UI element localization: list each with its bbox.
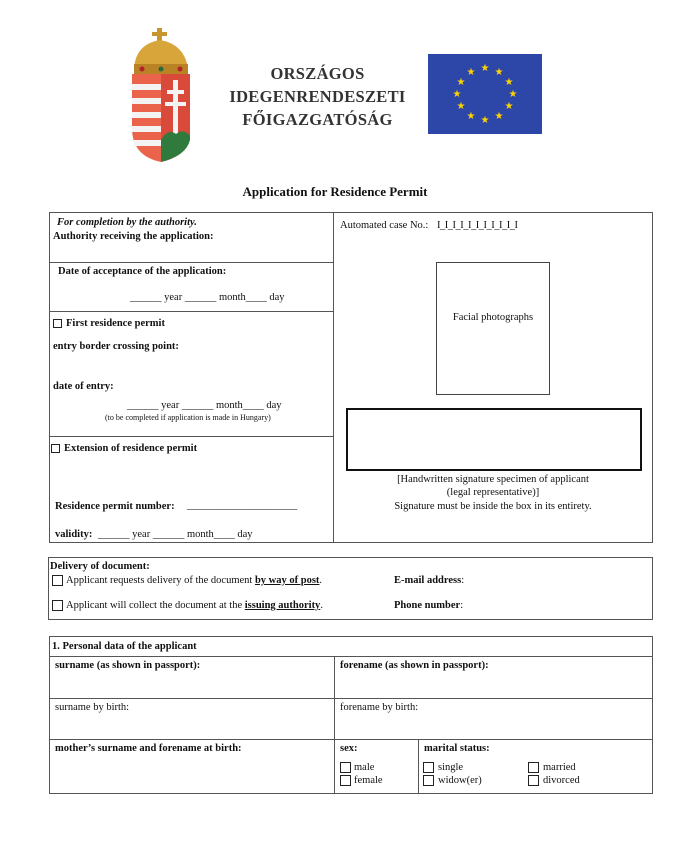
delivery-title: Delivery of document:: [50, 561, 150, 572]
validity-field[interactable]: ______ year ______ month____ day: [98, 529, 253, 540]
marital-divorced-label: divorced: [543, 775, 580, 786]
signature-caption-1: [Handwritten signature specimen of applicant: [397, 474, 589, 485]
signature-caption-2: (legal representative)]: [446, 487, 540, 498]
delivery-post-option: Applicant requests delivery of the document by way of post.: [66, 575, 323, 586]
mother-name-label: mother’s surname and forename at birth:: [55, 743, 242, 754]
acceptance-date-field[interactable]: ______ year ______ month____ day: [130, 292, 285, 303]
marital-widow-checkbox[interactable]: [423, 775, 434, 786]
extension-label: Extension of residence permit: [64, 443, 198, 454]
email-label: E-mail address:: [394, 575, 465, 586]
marital-single-label: single: [438, 762, 464, 773]
validity-label: validity:: [55, 529, 93, 540]
signature-box[interactable]: [346, 408, 642, 471]
signature-caption-3: Signature must be inside the box in its entirety.: [394, 501, 592, 512]
phone-label: Phone number:: [394, 600, 464, 611]
case-number-boxes[interactable]: I_I_I_I_I_I_I_I_I_I_I: [437, 220, 518, 231]
marital-widow-label: widow(er): [438, 775, 482, 786]
delivery-collect-emph: issuing authority: [244, 600, 321, 611]
completion-note: For completion by the authority.: [57, 217, 197, 228]
coat-of-arms: [128, 28, 196, 164]
delivery-collect-checkbox[interactable]: [52, 600, 63, 611]
entry-point-label: entry border crossing point:: [53, 341, 179, 352]
delivery-post-text: Applicant requests delivery of the document: [66, 575, 255, 586]
extension-checkbox[interactable]: [51, 444, 60, 453]
forename-label: forename (as shown in passport):: [340, 660, 489, 671]
agency-line-3: FŐIGAZGATÓSÁG: [242, 110, 393, 129]
agency-name: [205, 62, 430, 131]
surname-label: surname (as shown in passport):: [55, 660, 201, 671]
hungarian-coat-of-arms-icon: [128, 28, 196, 164]
delivery-collect-text: Applicant will collect the document at the: [66, 600, 245, 611]
photo-label: Facial photographs: [452, 312, 534, 323]
sex-male-label: male: [354, 762, 375, 773]
case-number-label: Automated case No.:: [340, 220, 429, 231]
delivery-post-checkbox[interactable]: [52, 575, 63, 586]
permit-number-field[interactable]: _____________________: [187, 500, 298, 511]
marital-married-checkbox[interactable]: [528, 762, 539, 773]
agency-line-1: ORSZÁGOS: [270, 64, 365, 83]
sex-female-label: female: [354, 775, 383, 786]
entry-date-field[interactable]: ______ year ______ month____ day: [127, 400, 282, 411]
agency-line-2: IDEGENRENDESZETI: [229, 87, 406, 106]
entry-note: (to be completed if application is made in Hungary): [105, 413, 271, 422]
personal-section-title: 1. Personal data of the applicant: [52, 641, 197, 652]
permit-number-label: Residence permit number:: [55, 501, 175, 512]
date-of-entry-label: date of entry:: [53, 381, 114, 392]
form-title: Application for Residence Permit: [242, 184, 428, 199]
marital-divorced-checkbox[interactable]: [528, 775, 539, 786]
acceptance-date-label: Date of acceptance of the application:: [58, 266, 227, 277]
first-permit-checkbox[interactable]: [53, 319, 62, 328]
sex-male-checkbox[interactable]: [340, 762, 351, 773]
marital-married-label: married: [543, 762, 576, 773]
marital-single-checkbox[interactable]: [423, 762, 434, 773]
sex-label: sex:: [340, 743, 358, 754]
first-permit-label: First residence permit: [66, 318, 165, 329]
forename-birth-label: forename by birth:: [340, 702, 419, 713]
sex-female-checkbox[interactable]: [340, 775, 351, 786]
photo-box: [436, 262, 550, 395]
delivery-post-emph: by way of post: [254, 575, 320, 586]
surname-birth-label: surname by birth:: [55, 702, 130, 713]
receiving-authority-label: Authority receiving the application:: [53, 231, 214, 242]
eu-flag-icon: ★ ★ ★ ★ ★ ★ ★ ★ ★ ★ ★ ★: [428, 54, 542, 134]
marital-status-label: marital status:: [424, 743, 490, 754]
delivery-collect-option: Applicant will collect the document at the issuing authority.: [66, 600, 323, 611]
